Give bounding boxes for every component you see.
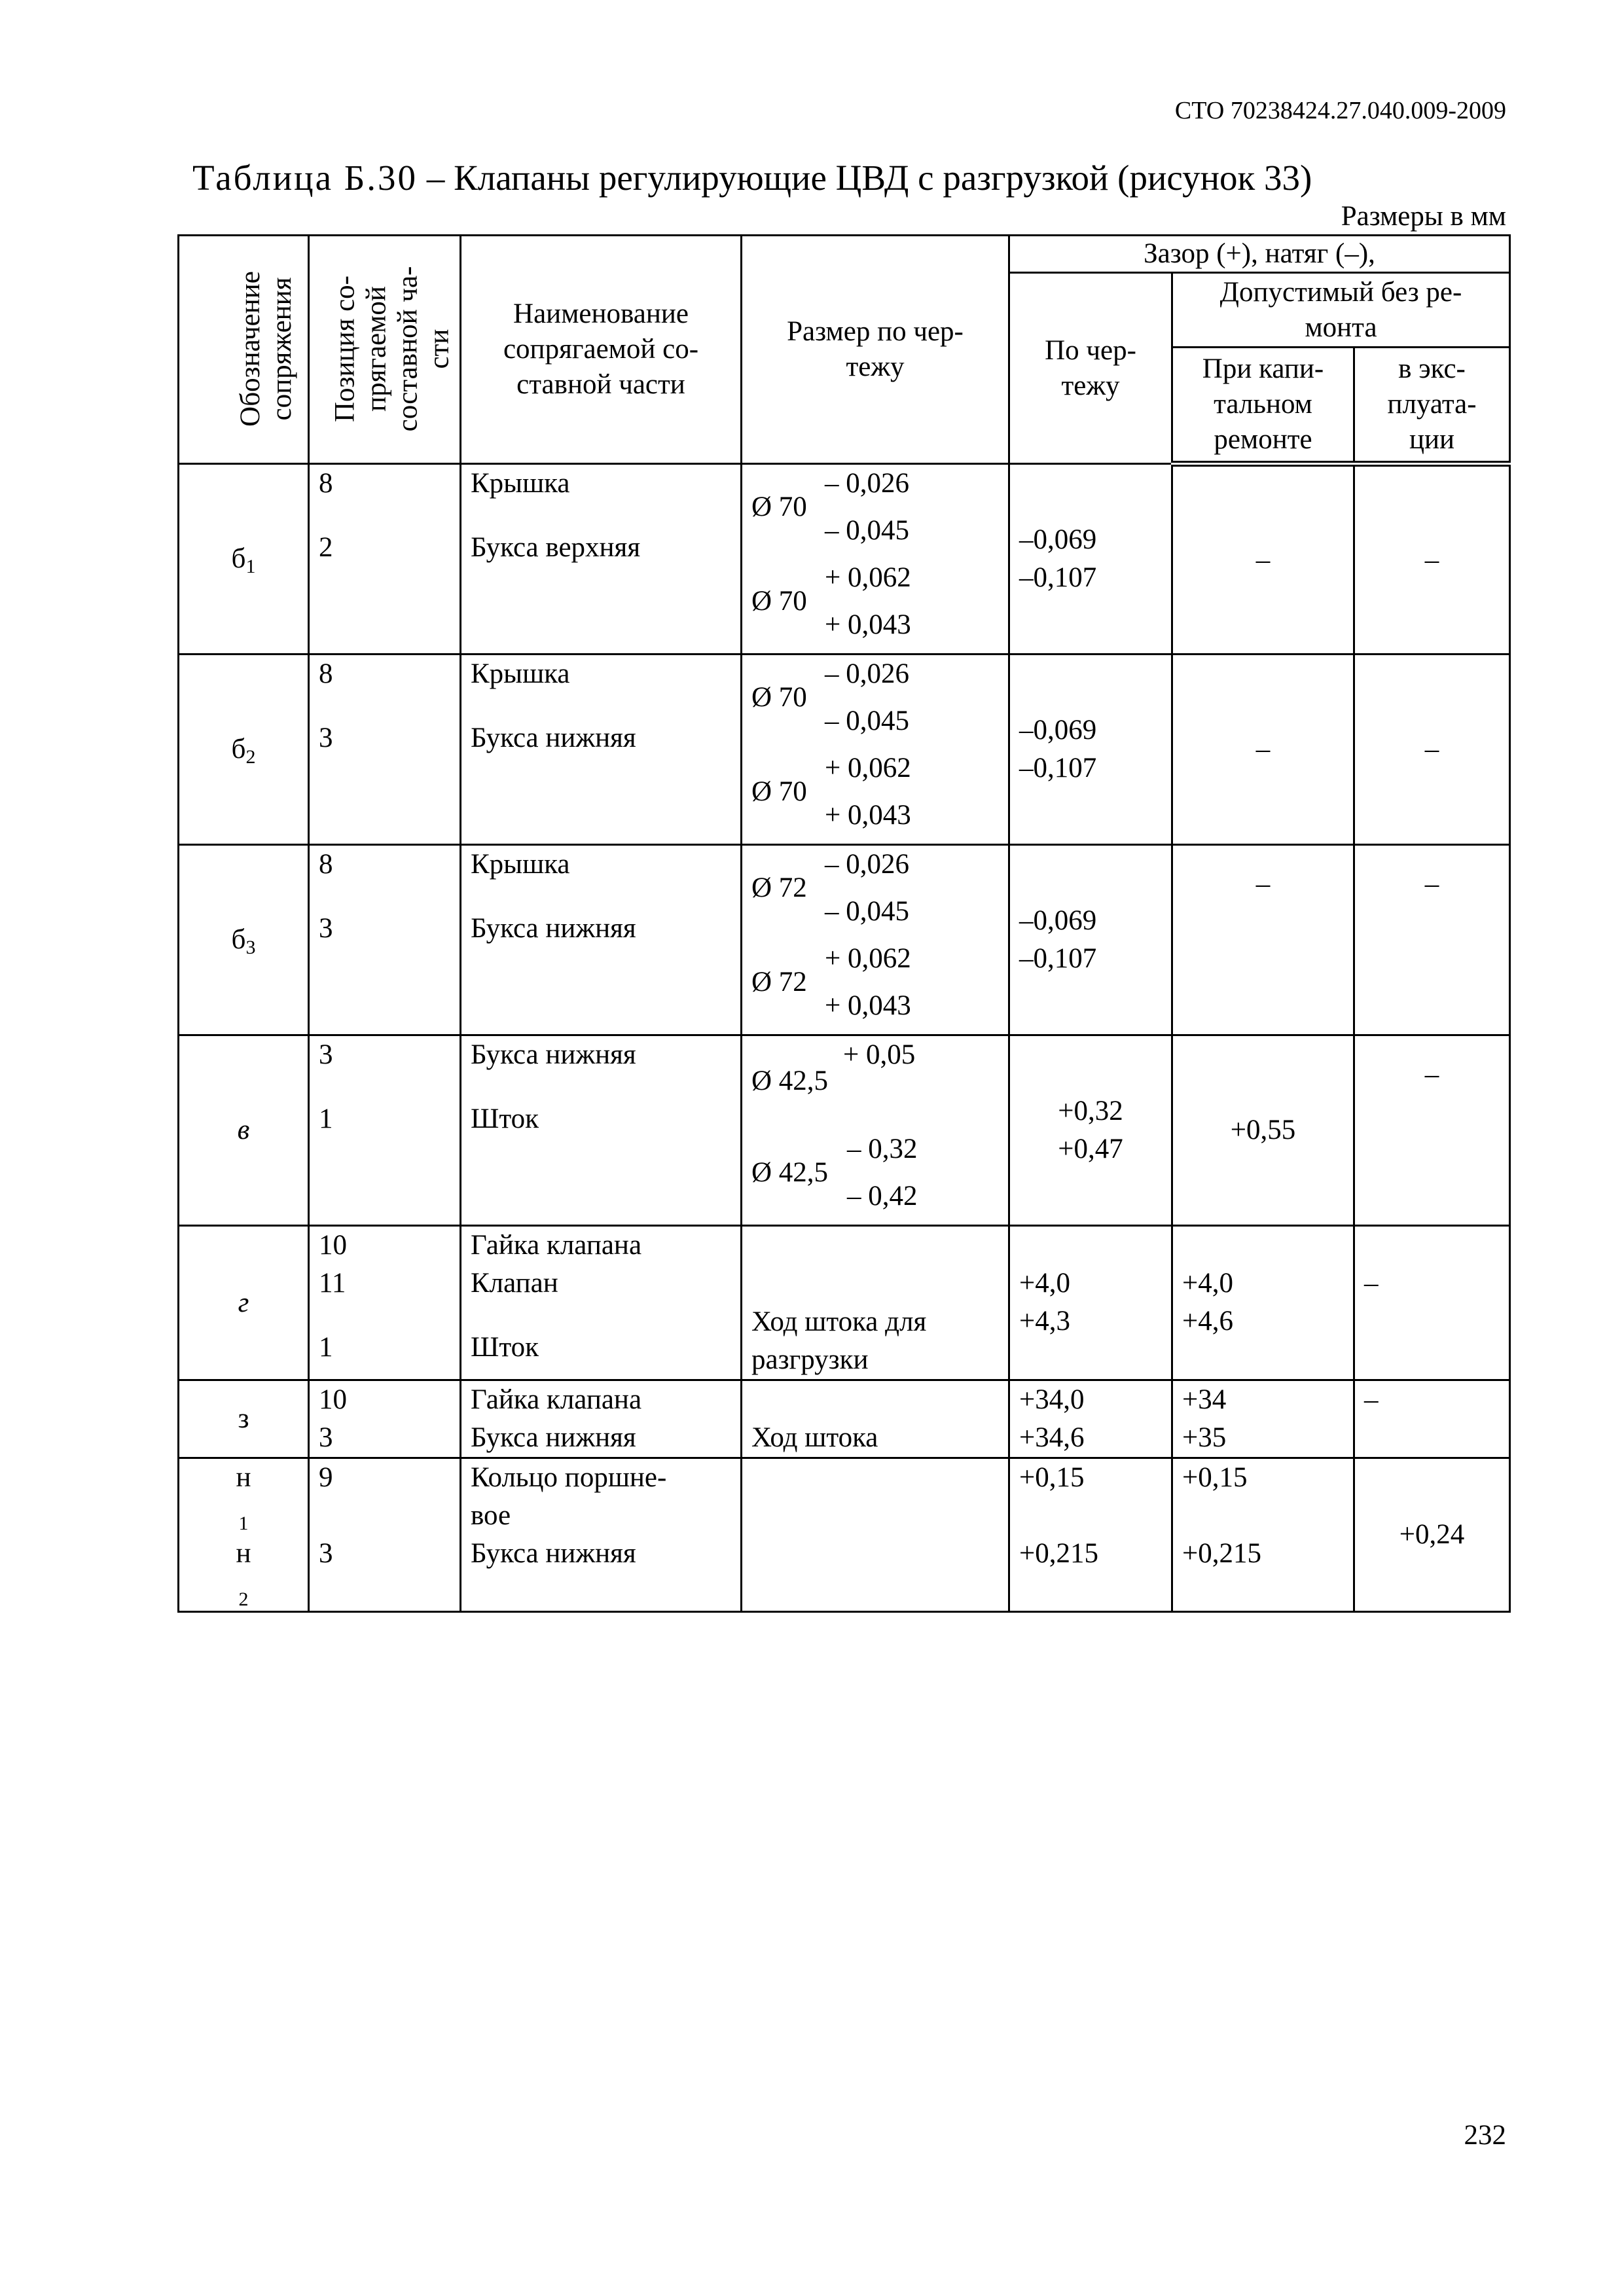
operation-cell: – <box>1354 845 1510 1035</box>
operation-cell: – <box>1354 1226 1510 1380</box>
header-allowed-without-repair: Допустимый без ре- монта <box>1172 273 1510 348</box>
mating-code: г <box>179 1226 309 1380</box>
by-drawing-cell: –0,069 –0,107 <box>1009 845 1172 1035</box>
position-cell: 8 3 <box>309 655 461 845</box>
mating-code: н $_1$ н $_2$ <box>179 1458 309 1612</box>
mating-code: $б_2$ <box>179 655 309 845</box>
drawing-size-cell: Ø 70 – 0,026 – 0,045 Ø 70 + 0,062 + 0,043 <box>742 655 1009 845</box>
part-name-cell: Крышка Букса нижняя <box>461 845 742 1035</box>
header-in-operation: в экс- плуата- ции <box>1354 348 1510 464</box>
page-number: 232 <box>1464 2120 1506 2151</box>
table-row <box>179 1380 1510 1458</box>
document-code: СТО 70238424.27.040.009-2009 <box>1174 97 1506 124</box>
by-drawing-cell: –0,069 –0,107 <box>1009 464 1172 655</box>
units-note: Размеры в мм <box>1341 201 1506 232</box>
drawing-size-cell: Ход штока для разгрузки <box>742 1226 1009 1380</box>
mating-code: $б_1$ <box>179 464 309 655</box>
by-drawing-cell: +4,0 +4,3 <box>1009 1226 1172 1380</box>
mating-code: з <box>179 1380 309 1458</box>
drawing-size-cell: Ø 72 – 0,026 – 0,045 Ø 72 + 0,062 + 0,043 <box>742 845 1009 1035</box>
position-cell: 10 11 1 <box>309 1226 461 1380</box>
position-cell: 8 2 <box>309 464 461 655</box>
table-row <box>179 1226 1510 1380</box>
by-drawing-cell: +0,32 +0,47 <box>1009 1035 1172 1226</box>
drawing-size-cell: Ø 42,5 + 0,05 Ø 42,5 – 0,32 – 0,42 <box>742 1035 1009 1226</box>
table-row <box>179 845 1510 1035</box>
position-cell: 9 3 <box>309 1458 461 1612</box>
header-capital-repair: При капи- тальном ремонте <box>1172 348 1354 464</box>
part-name-cell: Букса нижняя Шток <box>461 1035 742 1226</box>
by-drawing-cell: +34,0 +34,6 <box>1009 1380 1172 1458</box>
header-gap-interference: Зазор (+), натяг (–), <box>1009 236 1510 273</box>
table-title <box>192 157 1312 198</box>
drawing-size-cell <box>742 1458 1009 1612</box>
mating-code: в <box>179 1035 309 1226</box>
part-name-cell: Гайка клапана Букса нижняя <box>461 1380 742 1458</box>
capital-repair-cell: +34 +35 <box>1172 1380 1354 1458</box>
drawing-size-cell: Ø 70 – 0,026 – 0,045 Ø 70 + 0,062 + 0,043 <box>742 464 1009 655</box>
capital-repair-cell: +0,15 +0,215 <box>1172 1458 1354 1612</box>
header-drawing-size: Размер по чер- тежу <box>742 236 1009 464</box>
position-cell: 3 1 <box>309 1035 461 1226</box>
operation-cell: – <box>1354 655 1510 845</box>
table-row <box>179 655 1510 845</box>
header-position: Позиция со- прягаемой составной ча- сти <box>309 236 461 464</box>
operation-cell: +0,24 <box>1354 1458 1510 1612</box>
capital-repair-cell: – <box>1172 655 1354 845</box>
table-row <box>179 1035 1510 1226</box>
header-part-name: Наименование сопрягаемой со- ставной части <box>461 236 742 464</box>
operation-cell: – <box>1354 1380 1510 1458</box>
part-name-cell: Крышка Букса верхняя <box>461 464 742 655</box>
part-name-cell: Гайка клапана Клапан Шток <box>461 1226 742 1380</box>
spec-table <box>177 234 1511 1613</box>
position-cell: 10 3 <box>309 1380 461 1458</box>
by-drawing-cell: +0,15 +0,215 <box>1009 1458 1172 1612</box>
position-cell: 8 3 <box>309 845 461 1035</box>
capital-repair-cell: +4,0 +4,6 <box>1172 1226 1354 1380</box>
table-title-text: – Клапаны регулирующие ЦВД с разгрузкой (рисунок 33) <box>418 158 1312 198</box>
capital-repair-cell: – <box>1172 464 1354 655</box>
capital-repair-cell: – <box>1172 845 1354 1035</box>
part-name-cell: Кольцо поршне- вое Букса нижняя <box>461 1458 742 1612</box>
table-title-number: Таблица Б.30 <box>192 158 418 198</box>
table-row <box>179 464 1510 655</box>
part-name-cell: Крышка Букса нижняя <box>461 655 742 845</box>
capital-repair-cell: +0,55 <box>1172 1035 1354 1226</box>
header-mating-code: Обозначение сопряжения <box>179 236 309 464</box>
by-drawing-cell: –0,069 –0,107 <box>1009 655 1172 845</box>
mating-code: $б_3$ <box>179 845 309 1035</box>
operation-cell: – <box>1354 1035 1510 1226</box>
header-by-drawing: По чер- тежу <box>1009 273 1172 464</box>
operation-cell: – <box>1354 464 1510 655</box>
drawing-size-cell: Ход штока <box>742 1380 1009 1458</box>
table-row <box>179 1458 1510 1612</box>
